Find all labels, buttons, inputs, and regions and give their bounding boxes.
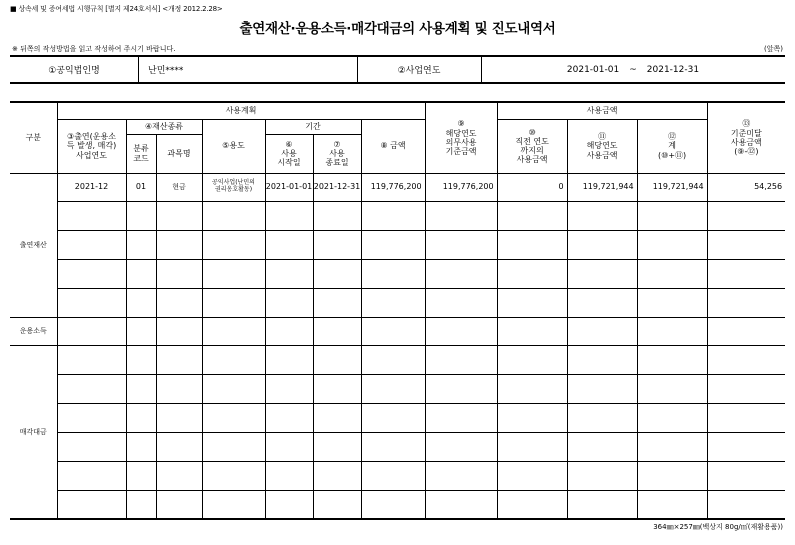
header-prior-used: ⑩ 직전 연도 까지의 사용금액 — [497, 119, 567, 173]
table-row — [10, 403, 785, 432]
header-asset-type: ④재산종류 — [126, 119, 202, 134]
row1-total: 119,721,944 — [637, 173, 707, 201]
period-end: 2021-12-31 — [646, 64, 700, 75]
divider — [138, 57, 139, 82]
section-operating-income: 운용소득 — [10, 317, 57, 345]
fiscal-year-label: ②사업연도 — [397, 66, 441, 76]
row1-purpose: 공익사업(난민의 권리옹호활동) — [202, 173, 265, 201]
header-current-used: ⑪ 해당연도 사용금액 — [567, 119, 637, 173]
table-row — [10, 259, 785, 288]
fiscal-period — [481, 57, 785, 82]
paper-spec: 364㎜×257㎜(백상지 80g/㎡(재활용품)) — [653, 523, 783, 531]
row1-amount: 119,776,200 — [361, 173, 425, 201]
usage-plan-table — [10, 101, 785, 520]
header-class-code: 분류 코드 — [126, 134, 156, 173]
form-reference: ■ 상속세 및 증여세법 시행규칙 [별지 제24호서식] <개정 2012.2.28> — [10, 5, 223, 13]
row1-current-used: 119,721,944 — [567, 173, 637, 201]
section-sale-proceeds: 매각대금 — [10, 345, 57, 519]
table-row — [10, 288, 785, 317]
row1-shortfall: 54,256 — [707, 173, 785, 201]
corporation-info-bar — [10, 55, 785, 84]
instruction-note: ※ 뒤쪽의 작성방법을 읽고 작성하여 주시기 바랍니다. — [12, 45, 176, 53]
table-row — [10, 201, 785, 230]
header-fiscal-year: ③출연(운용소 득 발생, 매각) 사업연도 — [57, 119, 126, 173]
header-usage-amount: 사용금액 — [497, 102, 707, 119]
row1-start: 2021-01-01 — [265, 173, 313, 201]
header-period: 기간 — [265, 119, 361, 134]
table-row — [10, 317, 785, 345]
header-total: ⑫ 계 (⑩+⑪) — [637, 119, 707, 173]
header-start-date: ⑥ 사용 시작일 — [265, 134, 313, 173]
table-row — [10, 345, 785, 374]
period-tilde: ~ — [629, 64, 637, 75]
row1-prior-used: 0 — [497, 173, 567, 201]
form-page — [10, 0, 785, 545]
header-end-date: ⑦ 사용 종료일 — [313, 134, 361, 173]
form-title: 출연재산·운용소득·매각대금의 사용계획 및 진도내역서 — [239, 21, 556, 37]
table-row — [10, 374, 785, 403]
header-required-amount: ⑨ 해당연도 의무사용 기준금액 — [425, 102, 497, 173]
table-row — [10, 173, 785, 201]
table-row — [10, 490, 785, 519]
row1-code: 01 — [126, 173, 156, 201]
header-usage-plan: 사용계획 — [57, 102, 425, 119]
header-purpose: ⑤용도 — [202, 119, 265, 173]
page-side-label: (앞쪽) — [764, 45, 783, 53]
table-row — [10, 461, 785, 490]
corp-name-value: 난민**** — [148, 66, 184, 76]
header-amount: ⑧ 금액 — [361, 119, 425, 173]
header-category: 구분 — [10, 102, 57, 173]
row1-required: 119,776,200 — [425, 173, 497, 201]
row1-subject: 현금 — [156, 173, 202, 201]
header-shortfall: ⑬ 기준미달 사용금액 (⑨-⑫) — [707, 102, 785, 173]
header-subject: 과목명 — [156, 134, 202, 173]
row1-year: 2021-12 — [57, 173, 126, 201]
corp-name-label: ①공익법인명 — [48, 66, 100, 76]
table-row — [10, 230, 785, 259]
table-row — [10, 432, 785, 461]
section-contribution: 출연재산 — [10, 173, 57, 317]
period-start: 2021-01-01 — [566, 64, 620, 75]
row1-end: 2021-12-31 — [313, 173, 361, 201]
